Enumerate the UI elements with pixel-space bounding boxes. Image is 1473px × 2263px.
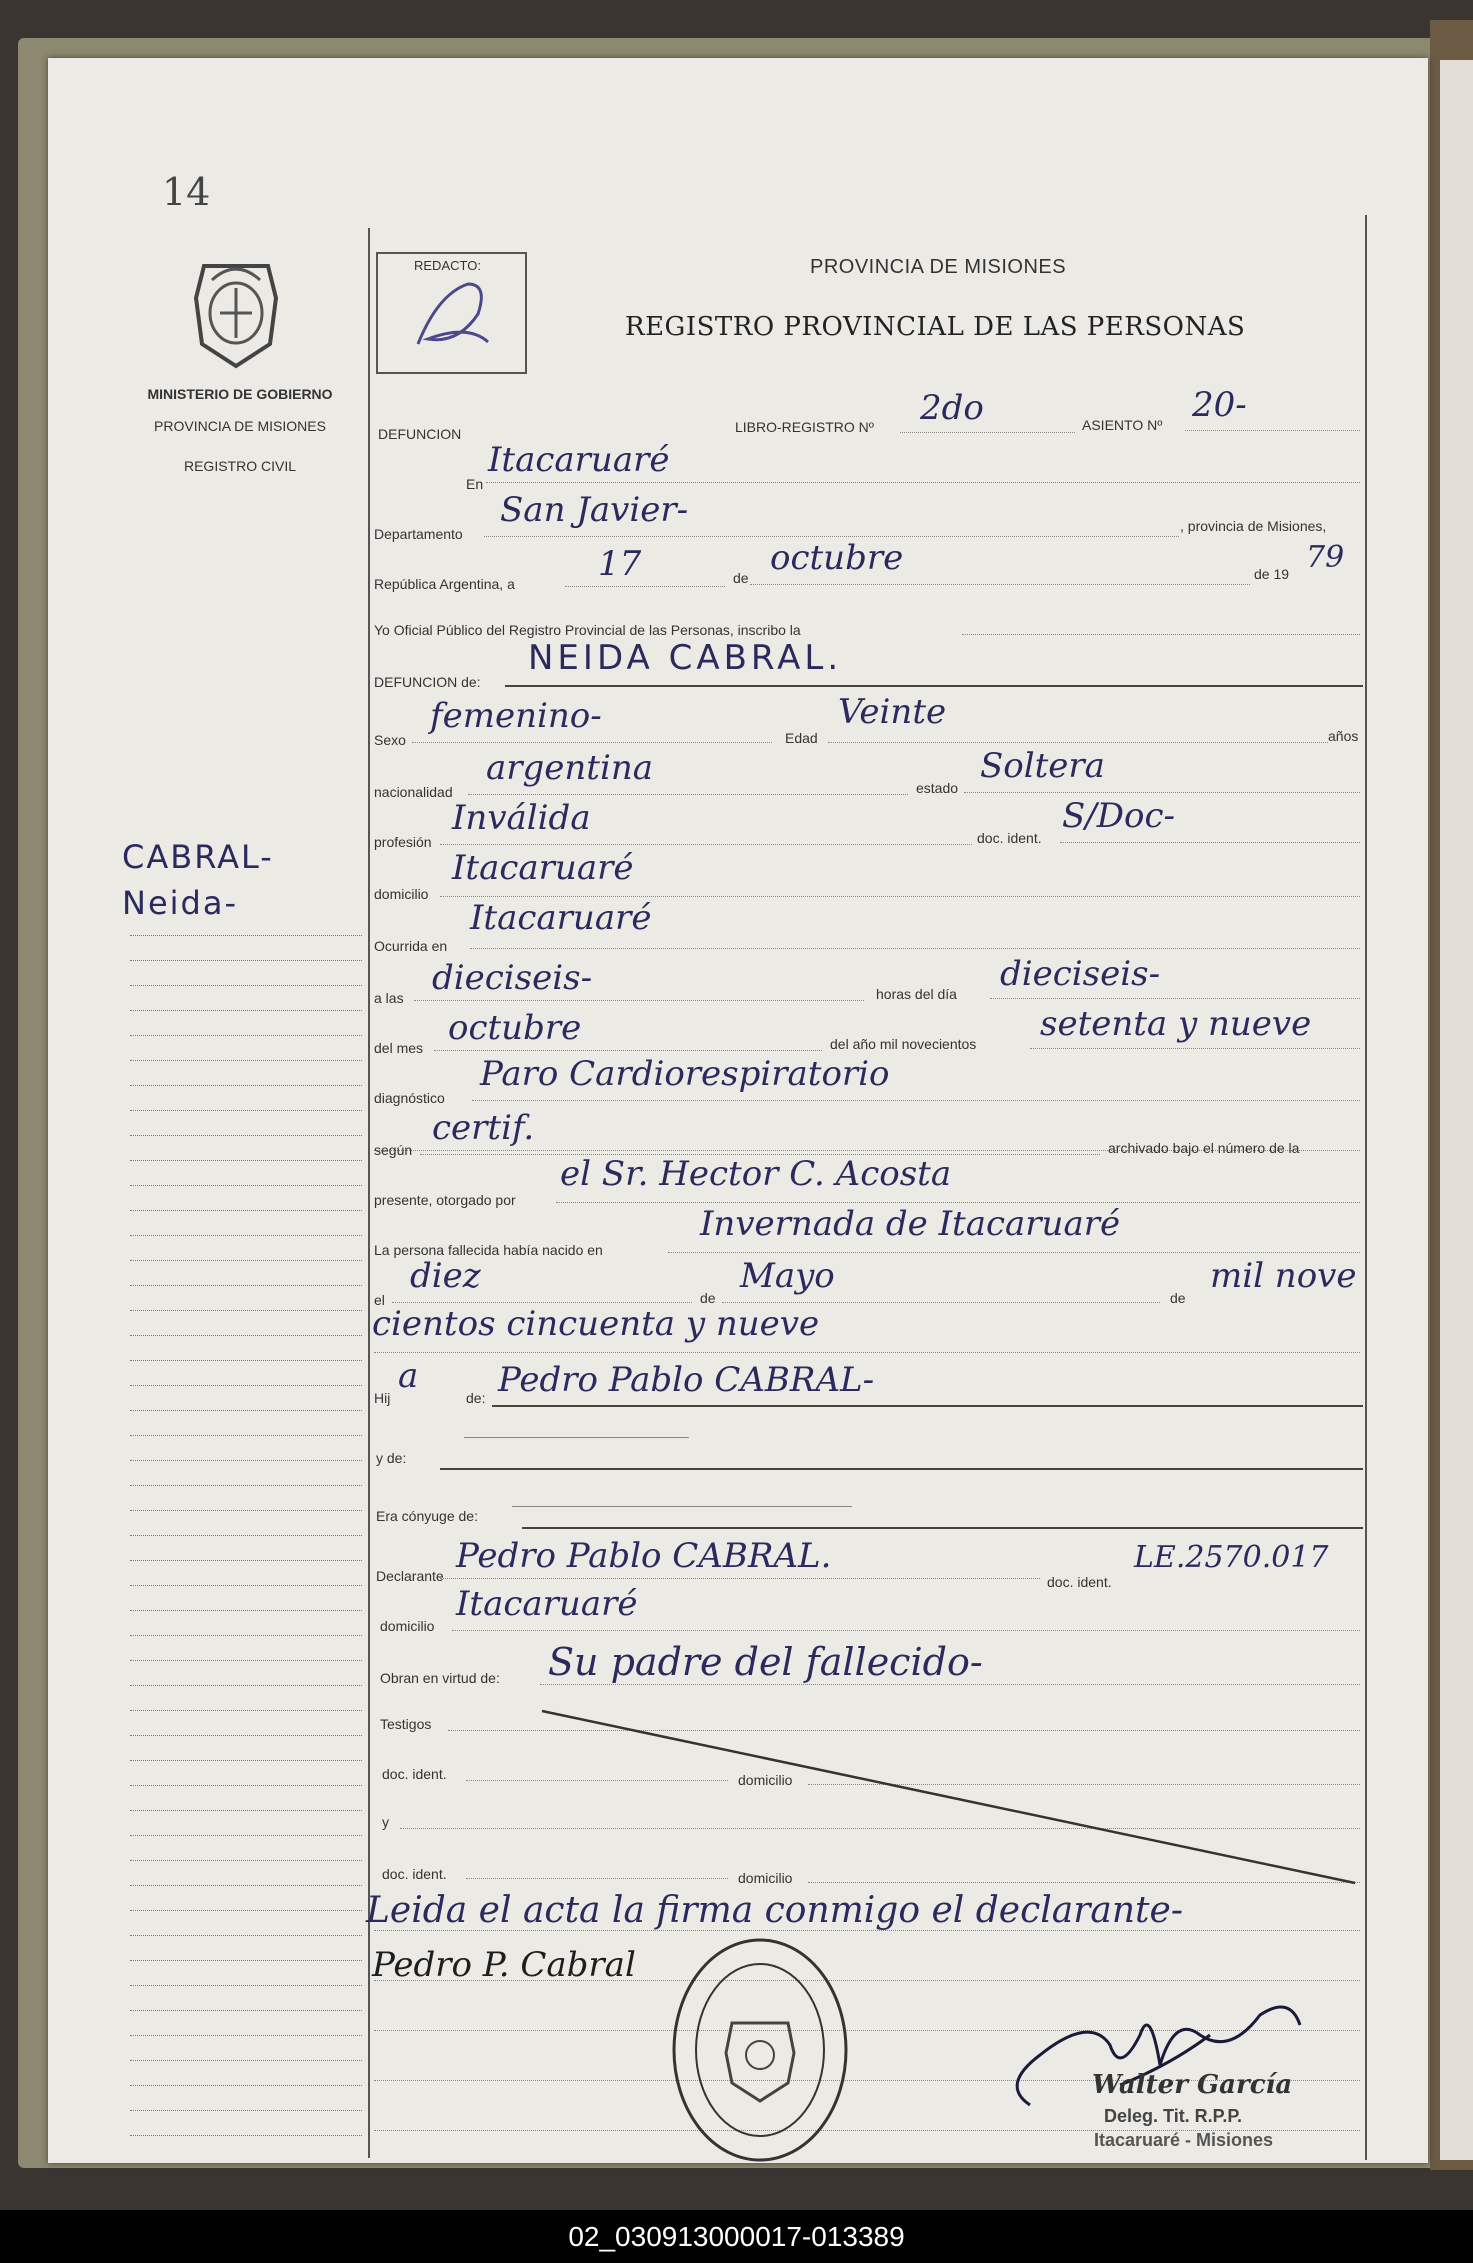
ocurrida-label: Ocurrida en — [374, 938, 448, 954]
domicilio-label: domicilio — [374, 886, 429, 902]
anio-mil-value: setenta y nueve — [1040, 1004, 1312, 1044]
estado-label: estado — [916, 780, 959, 796]
defuncion-de-value: NEIDA CABRAL. — [528, 638, 843, 678]
margin-rule — [130, 1210, 362, 1211]
nacido-label: La persona fallecida había nacido en — [374, 1242, 603, 1258]
decl-domicilio-value: Itacaruaré — [456, 1584, 638, 1624]
margin-rule — [130, 1985, 362, 1986]
margin-rule — [130, 1435, 362, 1436]
alas-label: a las — [374, 990, 404, 1006]
departamento-value: San Javier- — [500, 490, 689, 530]
margin-rule — [130, 1360, 362, 1361]
margin-rule — [130, 1160, 362, 1161]
margin-rule — [130, 1610, 362, 1611]
defuncion-label: DEFUNCION — [378, 426, 462, 442]
margin-rule — [130, 1785, 362, 1786]
margin-rule — [130, 1685, 362, 1686]
margin-rule — [130, 1060, 362, 1061]
en-value: Itacaruaré — [488, 440, 670, 480]
margin-rule — [130, 985, 362, 986]
declarante-value: Pedro Pablo CABRAL. — [456, 1536, 832, 1576]
margin-rule — [130, 1560, 362, 1561]
margin-rule — [130, 1760, 362, 1761]
presente-label: presente, otorgado por — [374, 1192, 516, 1208]
cancel-line — [540, 1705, 1360, 1885]
margin-rule — [130, 1660, 362, 1661]
hij-de-value: Pedro Pablo CABRAL- — [498, 1360, 875, 1400]
docident-label: doc. ident. — [977, 830, 1042, 846]
sexo-value: femenino- — [430, 696, 602, 736]
margin-rule — [130, 2010, 362, 2011]
anos-label: años — [1328, 728, 1359, 744]
hij-de-label: de: — [466, 1390, 486, 1406]
frame-line-right — [1365, 215, 1367, 2160]
hij-value: a — [398, 1356, 419, 1396]
departamento-label: Departamento — [374, 526, 463, 542]
domicilio-value: Itacaruaré — [452, 848, 634, 888]
margin-rule — [130, 1010, 362, 1011]
de-mes-value: Mayo — [740, 1256, 835, 1296]
archivado-label: archivado bajo el número de la — [1108, 1140, 1300, 1156]
estado-value: Soltera — [980, 746, 1105, 786]
province-heading: PROVINCIA DE MISIONES — [810, 256, 1067, 278]
profesion-label: profesión — [374, 834, 432, 850]
nacido-value: Invernada de Itacaruaré — [700, 1204, 1121, 1244]
decl-domicilio-label: domicilio — [380, 1618, 435, 1634]
margin-rule — [130, 1460, 362, 1461]
segun-label: según — [374, 1142, 413, 1158]
margin-rule — [130, 1635, 362, 1636]
t-dom-label: domicilio — [738, 1772, 793, 1788]
libro-value: 2do — [920, 388, 984, 428]
docident-value: S/Doc- — [1062, 796, 1176, 836]
provincia-label: , provincia de Misiones, — [1180, 518, 1327, 534]
margin-rule — [130, 1585, 362, 1586]
margin-rule — [130, 1735, 362, 1736]
margin-note-surname: CABRAL- — [122, 838, 274, 876]
ocurrida-value: Itacaruaré — [470, 898, 652, 938]
hij-label: Hij — [374, 1390, 391, 1406]
testigos-label: Testigos — [380, 1716, 432, 1732]
diagnostico-value: Paro Cardiorespiratorio — [480, 1054, 890, 1094]
official-signature-icon — [1000, 1975, 1330, 2125]
libro-label: LIBRO-REGISTRO Nº — [735, 419, 874, 435]
segun-value: certif. — [432, 1108, 535, 1148]
ministry-line2: PROVINCIA DE MISIONES — [154, 418, 326, 434]
margin-rule — [130, 1960, 362, 1961]
margin-rule — [130, 1385, 362, 1386]
defuncion-de-label: DEFUNCION de: — [374, 674, 481, 690]
el-label: el — [374, 1292, 385, 1308]
t2-dom-label: domicilio — [738, 1870, 793, 1886]
anio-continuation: cientos cincuenta y nueve — [372, 1304, 820, 1344]
obran-value: Su padre del fallecido- — [548, 1640, 983, 1684]
decl-doc-value: LE.2570.017 — [1134, 1540, 1329, 1575]
t-doc-label: doc. ident. — [382, 1766, 447, 1782]
margin-rule — [130, 1085, 362, 1086]
page-number: 14 — [162, 170, 211, 214]
coat-of-arms-icon — [190, 258, 282, 370]
next-page-edge — [1440, 60, 1473, 2160]
margin-rule — [130, 2110, 362, 2111]
margin-rule — [130, 2035, 362, 2036]
el-value: diez — [410, 1256, 481, 1296]
anio-value: 79 — [1306, 540, 1345, 575]
en-label: En — [466, 476, 484, 492]
margin-rule — [130, 2060, 362, 2061]
margin-rule — [130, 1035, 362, 1036]
firma-declarante: Pedro P. Cabral — [372, 1945, 636, 1985]
mes-value: octubre — [770, 538, 904, 578]
margin-rule — [130, 1285, 362, 1286]
signature-place: Itacaruaré - Misiones — [1094, 2130, 1274, 2150]
dia-value: 17 — [598, 544, 642, 584]
de19-label: de 19 — [1254, 566, 1290, 582]
ministry-line3: REGISTRO CIVIL — [183, 458, 297, 474]
margin-rule — [130, 1260, 362, 1261]
alas-value: dieciseis- — [432, 958, 593, 998]
margin-rule — [130, 1310, 362, 1311]
margin-rule — [130, 1185, 362, 1186]
margin-rule — [130, 1410, 362, 1411]
margin-rule — [130, 1935, 362, 1936]
nacionalidad-value: argentina — [486, 748, 654, 788]
registry-heading: REGISTRO PROVINCIAL DE LAS PERSONAS — [625, 312, 1246, 342]
ministry-line1: MINISTERIO DE GOBIERNO — [147, 386, 333, 402]
redacto-label: REDACTO: — [414, 258, 481, 273]
horas-label: horas del día — [876, 986, 957, 1002]
de-mes-label: de — [700, 1290, 716, 1306]
edad-value: Veinte — [838, 692, 947, 732]
de-anio-value: mil nove — [1210, 1256, 1357, 1296]
leida-value: Leida el acta la firma conmigo el declarante- — [366, 1890, 1183, 1931]
de-anio-label: de — [1170, 1290, 1186, 1306]
margin-rule — [130, 1335, 362, 1336]
signature-title: Deleg. Tit. R.P.P. — [1104, 2106, 1243, 2126]
nacionalidad-label: nacionalidad — [374, 784, 453, 800]
margin-rule — [130, 1235, 362, 1236]
margin-rule — [130, 1710, 362, 1711]
margin-rule — [130, 1535, 362, 1536]
margin-rule — [130, 1860, 362, 1861]
signature-name: Walter García — [1092, 2070, 1293, 2100]
margin-rule — [130, 1910, 362, 1911]
margin-rule — [130, 2135, 362, 2136]
anio-mil-label: del año mil novecientos — [830, 1036, 977, 1052]
margin-rule — [130, 935, 362, 936]
declarante-label: Declarante — [376, 1568, 444, 1584]
margin-rule — [130, 2085, 362, 2086]
image-id-footer: 02_030913000017-013389 — [0, 2210, 1473, 2263]
margin-rule — [130, 1885, 362, 1886]
profesion-value: Inválida — [452, 798, 591, 838]
margin-rule — [130, 1110, 362, 1111]
margin-note-name: Neida- — [122, 884, 238, 922]
diagnostico-label: diagnóstico — [374, 1090, 445, 1106]
conyuge-label: Era cónyuge de: — [376, 1508, 478, 1524]
sexo-label: Sexo — [374, 732, 406, 748]
margin-rule — [130, 1810, 362, 1811]
delmes-label: del mes — [374, 1040, 424, 1056]
de-label: de — [733, 570, 749, 586]
margin-rule — [130, 1135, 362, 1136]
delmes-value: octubre — [448, 1008, 582, 1048]
margin-rule — [130, 1485, 362, 1486]
presente-value: el Sr. Hector C. Acosta — [560, 1154, 952, 1194]
frame-line-left — [368, 228, 370, 2158]
asiento-value: 20- — [1192, 385, 1247, 425]
edad-label: Edad — [785, 730, 818, 746]
registry-stamp-icon — [670, 1935, 850, 2165]
republica-label: República Argentina, a — [374, 576, 515, 592]
horas-value: dieciseis- — [1000, 954, 1161, 994]
oficial-label: Yo Oficial Público del Registro Provincial de las Personas, inscribo la — [374, 622, 801, 638]
t2-doc-label: doc. ident. — [382, 1866, 447, 1882]
obran-label: Obran en virtud de: — [380, 1670, 500, 1686]
margin-rule — [130, 1510, 362, 1511]
margin-rule — [130, 960, 362, 961]
asiento-label: ASIENTO Nº — [1082, 417, 1163, 433]
decl-doc-label: doc. ident. — [1047, 1574, 1112, 1590]
y-label: y — [382, 1814, 389, 1830]
margin-rule — [130, 1835, 362, 1836]
yde-label: y de: — [376, 1450, 407, 1466]
